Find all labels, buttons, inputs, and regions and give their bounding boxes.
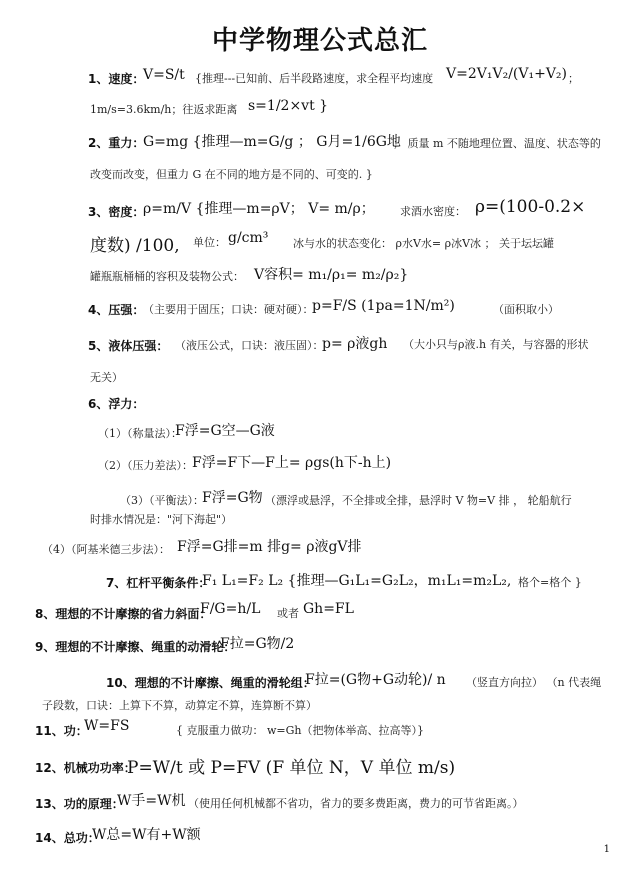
formula-line-7-segment-2: V容积= m₁/ρ₁= m₂/ρ₂}: [254, 267, 409, 283]
formula-line-16-segment-2: F浮=G排=m 排g= ρ液gV排: [177, 539, 362, 555]
formula-line-1-segment-1: 1、速度：: [88, 72, 145, 86]
formula-line-11-segment-1: 6、浮力：: [88, 397, 145, 411]
formula-line-17-segment-3: 格个=格个 }: [518, 576, 582, 589]
formula-line-19-segment-2: F拉=G物/2: [220, 636, 295, 652]
formula-line-8-segment-2: （主要用于固压；口诀：硬对硬）：: [143, 303, 314, 316]
formula-line-1-segment-2: V=S/t: [143, 67, 185, 83]
formula-line-22-segment-2: W=FS: [84, 718, 130, 734]
formula-line-5-segment-1: 3、密度：: [88, 205, 145, 219]
formula-line-9-segment-4: （大小只与ρ液.h 有关，与容器的形状: [403, 338, 589, 351]
formula-line-3-segment-1: 2、重力：: [88, 136, 145, 150]
formula-line-23-segment-1: 12、机械功功率：: [35, 761, 136, 775]
formula-line-13-segment-1: （2）（压力差法）：: [98, 459, 193, 472]
formula-line-9-segment-1: 5、液体压强：: [88, 339, 169, 353]
formula-line-22-segment-3: { 克服重力做功： w=Gh（把物体举高、拉高等）}: [176, 724, 424, 737]
formula-line-5-segment-4: ρ=(100-0.2×: [475, 197, 586, 217]
page-title: 中学物理公式总汇: [211, 26, 428, 56]
page-number: 1: [603, 844, 610, 855]
formula-line-3-segment-3: ； 质量 m 不随地理位置、温度、状态等的: [393, 137, 601, 150]
formula-line-6-segment-4: 冰与水的状态变化： ρ水V水= ρ冰V冰 ； 关于坛坛罐: [293, 237, 555, 250]
formula-line-20-segment-2: F拉=(G物+G动轮)/ n: [305, 672, 446, 688]
formula-line-10-segment-1: 无关）: [90, 371, 123, 384]
formula-line-17-segment-1: 7、杠杆平衡条件：: [106, 576, 211, 590]
formula-line-23-segment-2: P=W/t 或 P=FV (F 单位 N，V 单位 m/s): [127, 758, 456, 778]
formula-line-8-segment-1: 4、压强：: [88, 303, 145, 317]
formula-line-18-segment-2: F/G=h/L: [200, 601, 261, 617]
formula-line-8-segment-3: p=F/S (1pa=1N/m²): [312, 298, 455, 314]
formula-line-17-segment-2: F₁ L₁=F₂ L₂ {推理—G₁L₁=G₂L₂，m₁L₁=m₂L₂,: [202, 573, 512, 589]
formula-line-24-segment-2: W手=W机: [117, 793, 186, 809]
formula-line-6-segment-2: 单位：: [193, 236, 226, 249]
formula-line-6-segment-3: g/cm³: [228, 230, 269, 246]
formula-line-13-segment-2: F浮=F下—F上= ρgs(h下-h上): [192, 455, 392, 471]
formula-line-1-segment-5: ；: [568, 72, 579, 85]
formula-line-18-segment-3: 或者: [277, 607, 299, 620]
formula-line-19-segment-1: 9、理想的不计摩擦、绳重的动滑轮：: [35, 640, 236, 654]
formula-line-8-segment-4: （面积取小）: [493, 303, 559, 316]
formula-line-2-segment-1: 1m/s=3.6km/h；往返求距离: [90, 103, 238, 116]
formula-line-1-segment-4: V=2V₁V₂/(V₁+V₂): [446, 66, 568, 82]
formula-line-20-segment-1: 10、理想的不计摩擦、绳重的滑轮组：: [106, 676, 315, 690]
formula-line-18-segment-1: 8、理想的不计摩擦的省力斜面：: [35, 607, 212, 621]
formula-line-9-segment-3: p= ρ液gh: [322, 336, 388, 352]
formula-line-4-segment-1: 改变而改变，但重力 G 在不同的地方是不同的、可变的. }: [90, 168, 373, 181]
formula-line-5-segment-2: ρ=m/V {推理—m=ρV； V= m/ρ；: [143, 201, 375, 217]
formula-line-14-segment-1: （3）（平衡法）：: [120, 494, 204, 507]
formula-line-25-segment-2: W总=W有+W额: [92, 827, 201, 843]
formula-line-21-segment-1: 子段数，口诀：上算下不算，动算定不算，连算断不算）: [42, 699, 317, 712]
formula-line-20-segment-3: （竖直方向拉） （n 代表绳: [466, 676, 602, 689]
formula-line-7-segment-1: 罐瓶瓶桶桶的容积及装物公式：: [90, 270, 244, 283]
formula-line-18-segment-4: Gh=FL: [303, 601, 354, 617]
formula-line-12-segment-1: （1）（称量法）：: [98, 427, 182, 440]
formula-line-25-segment-1: 14、总功：: [35, 831, 100, 845]
formula-line-14-segment-2: F浮=G物: [202, 490, 263, 506]
formula-line-15-segment-1: 时排水情况是："河下海起"）: [90, 513, 233, 526]
formula-line-3-segment-2: G=mg {推理—m=G/g ； G月=1/6G地: [143, 134, 401, 150]
formula-line-5-segment-3: 求酒水密度：: [400, 205, 466, 218]
formula-line-24-segment-1: 13、功的原理：: [35, 797, 124, 811]
formula-line-24-segment-3: （使用任何机械都不省功，省力的要多费距离，费力的可节省距离。）: [188, 797, 524, 810]
formula-line-1-segment-3: {推理---已知前、后半段路速度，求全程平均速度: [195, 72, 434, 85]
formula-line-14-segment-3: （漂浮或悬浮，不全排或全排，悬浮时 V 物=V 排 ， 轮船航行: [265, 494, 572, 507]
formula-line-12-segment-2: F浮=G空—G液: [175, 423, 275, 439]
formula-line-6-segment-1: 度数) /100,: [90, 236, 180, 256]
formula-line-16-segment-1: （4）（阿基米德三步法）：: [42, 543, 170, 556]
formula-line-9-segment-2: （液压公式，口诀：液压固）：: [175, 339, 324, 352]
formula-line-22-segment-1: 11、功：: [35, 724, 88, 738]
formula-line-2-segment-2: s=1/2×vt }: [248, 98, 329, 114]
